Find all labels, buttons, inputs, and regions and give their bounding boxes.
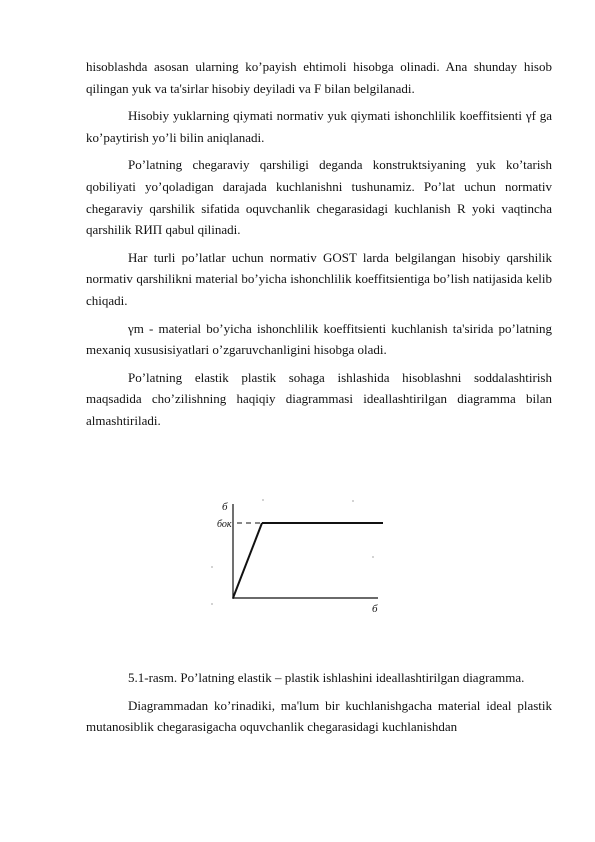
paragraph-7: Diagrammadan ko’rinadiki, ma'lum bir kuchlanishgacha material ideal plastik mutanosiblik chegarasigacha oquvchanlik chegarasidagi kuchlanishdan: [86, 697, 552, 735]
speck: [211, 603, 212, 604]
paragraph-3: Po’latning chegaraviy qarshiligi deganda konstruktsiyaning yuk ko’tarish qobiliyati yo’qoladigan darajada kuchlanishni tushunamiz. Po’lat uchun normativ chegaraviy qarshilik sifatida oquvchanlik chegarasidagi kuchlanish R yoki vaqtincha qarshilik RИП qabul qilinadi.: [86, 157, 552, 238]
speck: [262, 499, 263, 500]
stress-strain-diagram: [200, 492, 390, 617]
paragraph-1: hisoblashda asosan ularning ko’payish ehtimoli hisobga olinadi. Ana shunday hisob qilingan yuk va ta'sirlar hisobiy deyiladi va F bilan belgilanadi.: [86, 59, 552, 96]
body-text-top: [86, 56, 552, 438]
x-axis-label: б: [372, 603, 378, 615]
elastic-segment: [233, 523, 262, 598]
speck: [352, 500, 353, 501]
paragraph-6: Po’latning elastik plastik sohaga ishlashida hisoblashni soddalashtirish maqsadida cho’zilishning haqiqiy diagrammasi ideallashtirilgan diagramma bilan almashtiriladi.: [86, 369, 552, 428]
speck: [372, 556, 373, 557]
yield-stress-label: бок: [217, 519, 232, 530]
figure-caption: 5.1-rasm. Po’latning elastik – plastik ishlashini ideallashtirilgan diagramma.: [128, 670, 525, 685]
paragraph-5: γm - material bo’yicha ishonchlilik koeffitsienti kuchlanish ta'sirida po’latning mexaniq xususisiyatlari o’zgaruvchanligini hisobga oladi.: [86, 320, 552, 358]
paragraph-2: Hisobiy yuklarning qiymati normativ yuk qiymati ishonchlilik koeffitsienti γf ga ko’paytirish yo’li bilin aniqlanadi.: [86, 108, 552, 145]
diagram-svg: [200, 492, 390, 617]
body-text-bottom: [86, 667, 552, 744]
y-axis-label: б: [222, 501, 228, 513]
paragraph-4: Har turli po’latlar uchun normativ GOST larda belgilangan hisobiy qarshilik normativ qarshilikni material bo’yicha ishonchlilik koeffitsientiga bo’lish natijasida kelib chiqadi.: [86, 249, 552, 308]
speck: [211, 566, 212, 567]
